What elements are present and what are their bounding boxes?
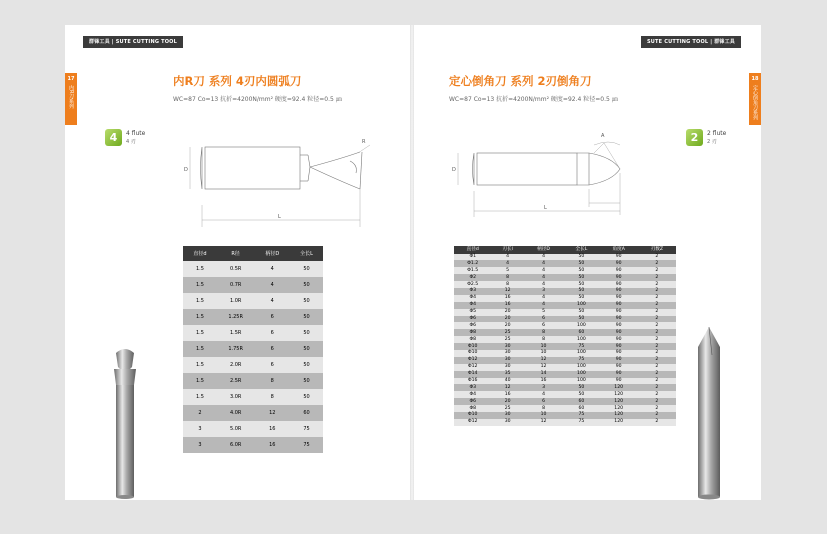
table-row [454,302,676,309]
table-cell: 60 [290,405,323,421]
table-row [183,261,323,277]
table-row [454,412,676,419]
table-cell: 16 [491,391,523,398]
table-cell: 50 [290,389,323,405]
table-cell: Φ12 [454,419,491,426]
table-cell: 90 [600,343,638,350]
table-cell: 90 [600,260,638,267]
table-cell: 30 [491,343,523,350]
table-cell: 4 [524,260,563,267]
table-cell: 8 [524,405,563,412]
table-cell: Φ10 [454,412,491,419]
table-cell: Φ8 [454,329,491,336]
right-tab-label: 定心倒角刀系列 [752,85,758,120]
table-cell: 1.75R [217,341,255,357]
table-cell: Φ6 [454,322,491,329]
table-cell: Φ1.5 [454,267,491,274]
table-cell: 6 [254,341,290,357]
table-cell: 1.5R [217,325,255,341]
table-row [454,309,676,316]
table-cell: 12 [491,384,523,391]
table-cell: 100 [563,371,599,378]
table-cell: 2 [638,322,676,329]
table-cell: 1.5 [183,373,217,389]
column-header: R径 [217,246,255,261]
table-cell: 100 [563,302,599,309]
table-cell: 120 [600,384,638,391]
table-cell: 8 [524,329,563,336]
table-cell: 12 [524,357,563,364]
table-cell: 6 [524,316,563,323]
table-cell: 4 [524,274,563,281]
table-cell: 100 [563,336,599,343]
table-row [183,277,323,293]
table-cell: 1.5 [183,357,217,373]
table-row [454,384,676,391]
table-cell: 4.0R [217,405,255,421]
table-row [454,350,676,357]
table-cell: 90 [600,322,638,329]
table-cell: 2 [638,316,676,323]
table-cell: 75 [290,421,323,437]
table-row [454,274,676,281]
table-cell: 90 [600,357,638,364]
table-cell: 90 [600,316,638,323]
table-cell: 3 [524,288,563,295]
table-cell: 20 [491,316,523,323]
table-row [454,322,676,329]
chamfer-spec-table [454,246,676,426]
table-cell: 4 [524,302,563,309]
table-row [183,357,323,373]
dim-label-length: L [278,214,281,220]
right-page [414,25,761,500]
table-cell: 2.5R [217,373,255,389]
flute-label-cn: 4 刃 [126,139,136,145]
table-cell: 2 [638,391,676,398]
table-cell: 50 [290,325,323,341]
table-cell: 35 [491,371,523,378]
dim-label-angle: A [601,133,605,139]
table-cell: 2 [638,309,676,316]
table-cell: 4 [254,293,290,309]
flute-count-icon: 2 [686,129,703,146]
table-cell: 4 [524,267,563,274]
table-cell: 10 [524,412,563,419]
table-cell: 120 [600,391,638,398]
table-cell: 2 [638,260,676,267]
table-cell: 3 [183,437,217,453]
table-cell: 8 [254,373,290,389]
table-cell: Φ2.5 [454,281,491,288]
table-cell: 60 [563,329,599,336]
table-cell: 120 [600,405,638,412]
table-row [183,293,323,309]
dim-label-length: L [544,205,547,211]
table-cell: Φ4 [454,391,491,398]
table-cell: 5.0R [217,421,255,437]
table-row [454,419,676,426]
table-cell: 1.5 [183,261,217,277]
table-cell: 2 [638,274,676,281]
left-tab-label: 内R刀系列 [68,85,74,109]
table-cell: 4 [491,254,523,261]
column-header: 全长L [563,246,599,254]
table-row [183,341,323,357]
table-row [454,288,676,295]
flute-label-en: 4 flute [126,130,146,137]
table-cell: 12 [524,364,563,371]
table-cell: 30 [491,412,523,419]
flute-label-en: 2 flute [707,130,727,137]
table-cell: 50 [563,274,599,281]
table-cell: 30 [491,357,523,364]
table-cell: 50 [563,391,599,398]
table-cell: 6 [254,325,290,341]
table-cell: 100 [563,350,599,357]
table-cell: 100 [563,378,599,385]
left-page-number: 17 [67,76,75,82]
table-row [183,405,323,421]
table-cell: 50 [563,316,599,323]
table-cell: 6 [254,357,290,373]
inner-radius-spec-table [183,246,323,453]
table-cell: 75 [563,419,599,426]
table-cell: 2 [638,254,676,261]
right-page-title: 定心倒角刀 系列 2刃倒角刀 [449,74,592,88]
table-row [454,371,676,378]
table-row [454,391,676,398]
table-cell: 25 [491,405,523,412]
table-cell: 90 [600,309,638,316]
table-row [183,421,323,437]
table-row [183,373,323,389]
table-cell: 90 [600,295,638,302]
table-cell: Φ5 [454,309,491,316]
flute-count-icon: 4 [105,129,122,146]
table-cell: 1.5 [183,341,217,357]
table-cell: Φ3 [454,288,491,295]
table-cell: 90 [600,267,638,274]
table-row [454,364,676,371]
column-header: 直径d [454,246,491,254]
dim-label-shank: D [452,167,456,173]
table-cell: 12 [524,419,563,426]
table-cell: 90 [600,364,638,371]
table-cell: 20 [491,309,523,316]
left-header-bar: 群锋工具 | SUTE CUTTING TOOL [83,36,183,48]
table-cell: 50 [290,373,323,389]
table-cell: 90 [600,254,638,261]
table-cell: 50 [563,288,599,295]
chamfer-tool-photo [692,325,726,505]
table-cell: 16 [254,421,290,437]
table-cell: 90 [600,336,638,343]
table-cell: Φ12 [454,357,491,364]
table-cell: 60 [563,398,599,405]
table-cell: 50 [290,277,323,293]
table-cell: Φ3 [454,384,491,391]
table-cell: 3.0R [217,389,255,405]
table-cell: Φ12 [454,364,491,371]
table-cell: 5 [491,267,523,274]
table-cell: 4 [524,281,563,288]
column-header: 柄径D [524,246,563,254]
table-cell: 90 [600,274,638,281]
right-header-bar: SUTE CUTTING TOOL | 群锋工具 [641,36,741,48]
table-row [454,336,676,343]
table-cell: 50 [290,261,323,277]
table-cell: 3 [524,384,563,391]
table-cell: 1.5 [183,277,217,293]
table-row [183,437,323,453]
table-cell: 50 [290,341,323,357]
right-page-number: 18 [751,76,759,82]
table-cell: 2 [183,405,217,421]
table-cell: 2 [638,357,676,364]
table-cell: 16 [491,302,523,309]
table-cell: 16 [524,378,563,385]
table-cell: 50 [290,293,323,309]
table-row [454,316,676,323]
column-header: 角度A [600,246,638,254]
table-cell: 4 [491,260,523,267]
table-cell: 2 [638,295,676,302]
table-cell: 2 [638,302,676,309]
table-cell: 120 [600,412,638,419]
table-row [183,309,323,325]
table-cell: Φ8 [454,405,491,412]
table-row [183,325,323,341]
table-cell: Φ1 [454,254,491,261]
table-cell: 2 [638,371,676,378]
table-cell: Φ14 [454,371,491,378]
table-cell: 50 [563,267,599,274]
table-cell: 1.25R [217,309,255,325]
column-header: 刃长l [491,246,523,254]
table-cell: 5 [524,309,563,316]
table-cell: 30 [491,419,523,426]
table-row [454,281,676,288]
table-cell: 120 [600,398,638,405]
table-cell: 4 [254,261,290,277]
table-cell: 2 [638,419,676,426]
table-cell: 0.5R [217,261,255,277]
table-cell: Φ8 [454,336,491,343]
table-cell: 16 [491,295,523,302]
table-row [454,267,676,274]
table-row [454,398,676,405]
table-row [454,295,676,302]
right-spec-line: WC=87 Co=13 抗折=4200N/mm² 硬度=92.4 粒径=0.5 ㎛ [449,96,618,103]
table-cell: 20 [491,398,523,405]
table-cell: Φ6 [454,316,491,323]
table-cell: 50 [563,254,599,261]
table-cell: 2 [638,281,676,288]
table-cell: 90 [600,302,638,309]
table-cell: 50 [563,384,599,391]
table-cell: Φ10 [454,343,491,350]
dim-label-radius: R [362,139,366,145]
table-cell: 30 [491,350,523,357]
table-cell: 2 [638,364,676,371]
dim-label-shank: D [184,167,188,173]
table-cell: 90 [600,288,638,295]
table-cell: 25 [491,336,523,343]
table-cell: 50 [563,295,599,302]
table-cell: 20 [491,322,523,329]
left-spec-line: WC=87 Co=13 抗折=4200N/mm² 硬度=92.4 粒径=0.5 ㎛ [173,96,342,103]
table-cell: 75 [563,343,599,350]
table-cell: Φ2 [454,274,491,281]
table-row [454,357,676,364]
table-cell: 8 [524,336,563,343]
table-cell: 50 [563,309,599,316]
table-cell: 2 [638,336,676,343]
right-page-tab [749,73,761,125]
table-cell: Φ1.2 [454,260,491,267]
table-row [454,254,676,261]
table-cell: Φ16 [454,378,491,385]
table-cell: 14 [524,371,563,378]
table-cell: 8 [491,274,523,281]
table-cell: 1.0R [217,293,255,309]
table-cell: 50 [563,281,599,288]
table-cell: 2 [638,378,676,385]
table-cell: 6 [524,322,563,329]
table-row [454,378,676,385]
left-page-tab [65,73,77,125]
table-cell: 2 [638,350,676,357]
table-cell: 1.5 [183,309,217,325]
table-cell: 12 [491,288,523,295]
table-cell: 2 [638,343,676,350]
column-header: 柄径D [254,246,290,261]
table-cell: 2.0R [217,357,255,373]
table-row [454,343,676,350]
table-cell: 6.0R [217,437,255,453]
table-cell: 3 [183,421,217,437]
column-header: 直径d [183,246,217,261]
table-cell: 2 [638,329,676,336]
column-header: 全长L [290,246,323,261]
table-cell: 1.5 [183,325,217,341]
table-cell: 1.5 [183,389,217,405]
flute-label-cn: 2 刃 [707,139,717,145]
table-row [454,329,676,336]
table-cell: 50 [290,357,323,373]
inner-radius-tool-photo [110,345,140,505]
table-row [454,260,676,267]
table-row [183,389,323,405]
table-cell: 12 [254,405,290,421]
table-cell: Φ10 [454,350,491,357]
table-cell: 75 [563,357,599,364]
table-cell: 4 [254,277,290,293]
chamfer-tool-drawing [444,125,624,230]
table-cell: 40 [491,378,523,385]
table-cell: 4 [524,295,563,302]
table-cell: Φ4 [454,302,491,309]
table-cell: 6 [254,309,290,325]
table-cell: 50 [563,260,599,267]
left-page [65,25,410,500]
left-page-title: 内R刀 系列 4刃内圆弧刀 [173,74,302,88]
table-cell: 16 [254,437,290,453]
table-cell: 1.5 [183,293,217,309]
table-cell: 100 [563,364,599,371]
table-cell: 2 [638,398,676,405]
table-cell: 90 [600,350,638,357]
table-cell: 2 [638,405,676,412]
table-cell: 75 [290,437,323,453]
table-cell: 90 [600,281,638,288]
table-cell: 6 [524,398,563,405]
table-cell: 2 [638,267,676,274]
table-cell: 10 [524,350,563,357]
table-row [454,405,676,412]
column-header: 刃数Z [638,246,676,254]
table-cell: 8 [491,281,523,288]
table-cell: 4 [524,254,563,261]
table-cell: 100 [563,322,599,329]
table-cell: 2 [638,384,676,391]
table-cell: 90 [600,378,638,385]
table-cell: 25 [491,329,523,336]
table-cell: 10 [524,343,563,350]
table-cell: 30 [491,364,523,371]
table-cell: 8 [254,389,290,405]
table-cell: 60 [563,405,599,412]
table-cell: 2 [638,412,676,419]
table-cell: Φ4 [454,295,491,302]
table-cell: 50 [290,309,323,325]
table-cell: Φ6 [454,398,491,405]
table-cell: 90 [600,329,638,336]
table-cell: 0.7R [217,277,255,293]
table-cell: 2 [638,288,676,295]
table-cell: 90 [600,371,638,378]
inner-radius-tool-drawing [184,125,366,230]
table-cell: 120 [600,419,638,426]
table-cell: 75 [563,412,599,419]
table-cell: 4 [524,391,563,398]
